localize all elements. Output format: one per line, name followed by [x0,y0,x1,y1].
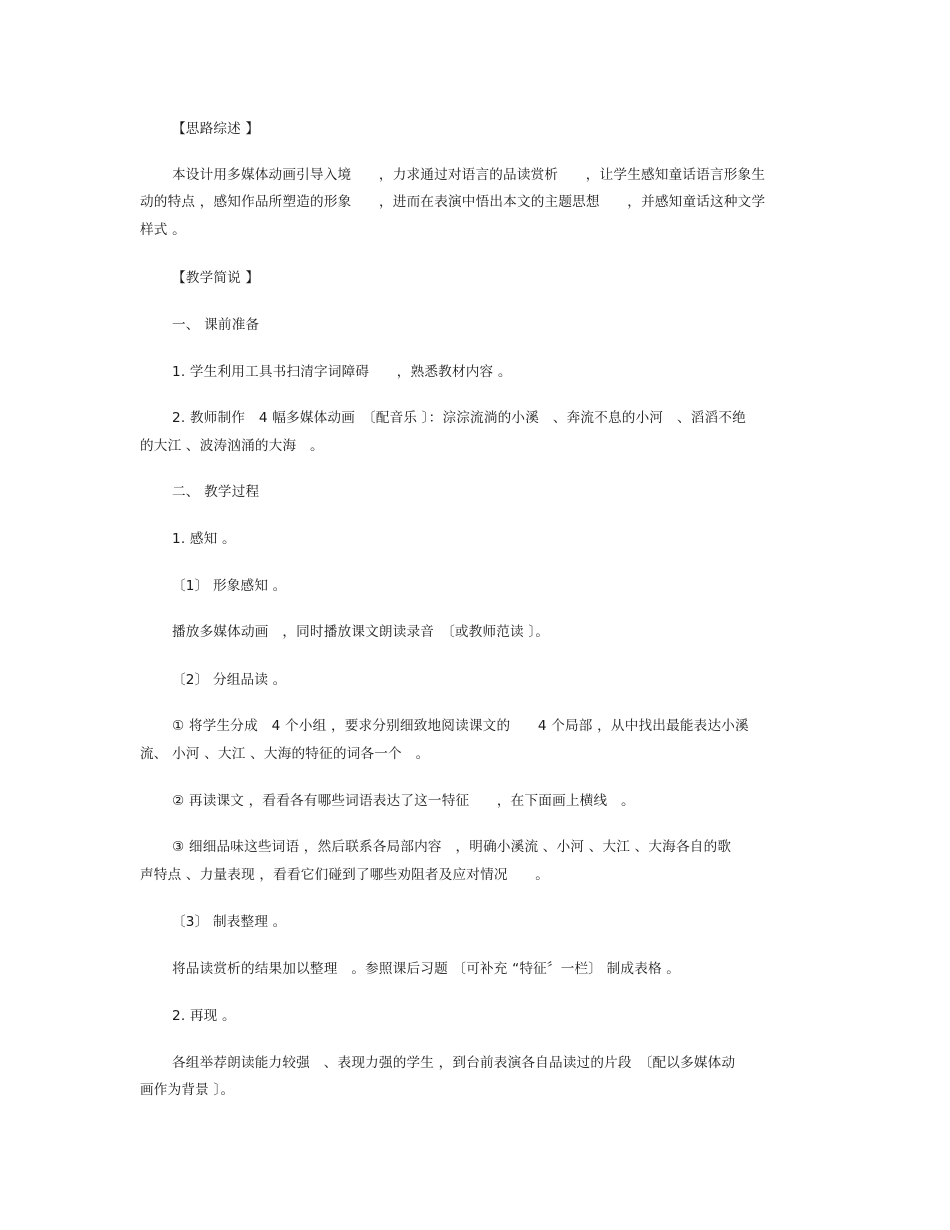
substep-group-reading: 〔2〕 分组品读 。 [172,672,287,688]
group-item-1-line-1: ① 将学生分成 4 个小组 ，要求分别细致地阅读课文的 4 个局部 ，从中找出最能表达小溪 [172,718,749,734]
paragraph-performance-line-2: 画作为背景 〕。 [140,1082,235,1098]
section-heading-overview: 【思路综述 】 [172,121,260,137]
prep-item-2-line-2: 的大江 、波涛汹涌的大海 。 [140,438,324,454]
overview-paragraph-line-1: 本设计用多媒体动画引导入境 ，力求通过对语言的品读赏析 ，让学生感知童话语言形象生 [172,167,766,183]
overview-paragraph-line-2: 动的特点 ，感知作品所塑造的形象 ，进而在表演中悟出本文的主题思想 ，并感知童话这种文学 [140,194,766,210]
group-item-2: ② 再读课文 ，看看各有哪些词语表达了这一特征 ，在下面画上横线 。 [172,793,635,809]
substep-table: 〔3〕 制表整理 。 [172,914,287,930]
paragraph-table: 将品读赏析的结果加以整理 。参照课后习题 〔可补充 “特征〞一栏〕 制成表格 。 [172,961,681,977]
step-reproduction: 2. 再现 。 [172,1008,236,1024]
subheading-preparation: 一、 课前准备 [172,317,260,333]
group-item-1-line-2: 流、 小河 、大江 、大海的特征的词各一个 。 [140,746,430,762]
prep-item-1: 1. 学生利用工具书扫清字词障碍 ，熟悉教材内容 。 [172,364,512,380]
paragraph-play-animation: 播放多媒体动画 ，同时播放课文朗读录音 〔或教师范读 〕。 [172,624,550,640]
group-item-3-line-2: 声特点 、力量表现 ，看看它们碰到了哪些劝阻者及应对情况 。 [140,867,550,883]
paragraph-performance-line-1: 各组举荐朗读能力较强 、表现力强的学生 ，到台前表演各自品读过的片段 〔配以多媒体动 [172,1055,736,1071]
step-perception: 1. 感知 。 [172,531,236,547]
subheading-process: 二、 教学过程 [172,484,260,500]
overview-paragraph-line-3: 样式 。 [140,222,186,238]
group-item-3-line-1: ③ 细细品味这些词语 ，然后联系各局部内容 ，明确小溪流 、小河 、大江 、大海各自的歌 [172,839,732,855]
prep-item-2-line-1: 2. 教师制作 4 幅多媒体动画 〔配音乐 〕：淙淙流淌的小溪 、奔流不息的小河 、滔滔不绝 [172,410,746,426]
substep-image-perception: 〔1〕 形象感知 。 [172,578,287,594]
section-heading-teaching: 【教学简说 】 [172,270,260,286]
